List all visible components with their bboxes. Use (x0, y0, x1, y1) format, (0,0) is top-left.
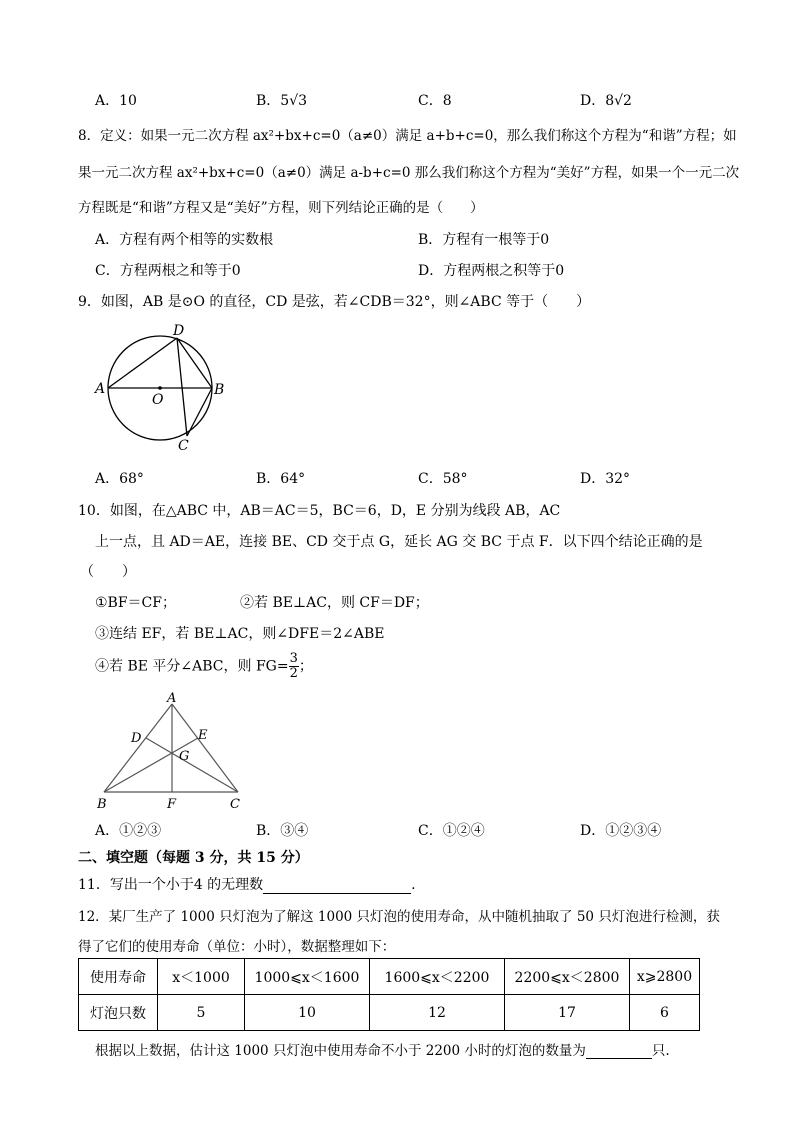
q9-option-a: A．68° (95, 471, 144, 487)
q10-statement-4-suffix: ； (298, 658, 313, 675)
q10-statement-1: ①BF＝CF； (95, 595, 176, 611)
side-ac (172, 704, 238, 792)
q8-option-d: D．方程两根之积等于0 (418, 263, 565, 279)
q8-option-a: A．方程有两个相等的实数根 (95, 232, 274, 248)
segment-be (104, 738, 198, 792)
q10-stem-line-2: 上一点，且 AD＝AE，连接 BE、CD 交于点 G，延长 AG 交 BC 于点 F．以下四个结论正确的是 (95, 534, 703, 550)
table-header-cell: 2200⩽x＜2800 (505, 959, 630, 995)
table-row (79, 995, 700, 1031)
fraction-numerator: 3 (289, 651, 298, 666)
label-e: E (198, 728, 208, 743)
table-cell: 12 (370, 995, 505, 1031)
table-header-cell: 使用寿命 (79, 959, 158, 995)
q7-option-a: A．10 (95, 93, 137, 109)
q10-option-c: C．①②④ (418, 823, 485, 839)
chord-ad (108, 338, 177, 388)
fraction-denominator: 2 (289, 666, 298, 681)
table-cell: 5 (158, 995, 245, 1031)
q8-option-c: C．方程两根之和等于0 (95, 263, 241, 279)
q7-option-c: C．8 (418, 93, 452, 109)
table-header-row (79, 959, 700, 995)
q8-stem-line-3: 方程既是“和谐”方程又是“美好”方程，则下列结论正确的是（ ） (78, 200, 484, 216)
label-d: D (173, 323, 185, 339)
label-b: B (97, 797, 107, 812)
label-b: B (214, 382, 225, 398)
q12-question-line (95, 1039, 670, 1059)
chord-dc (177, 338, 187, 436)
q10-statement-2: ②若 BE⊥AC，则 CF＝DF； (240, 595, 429, 611)
label-c: C (230, 797, 240, 812)
q9-stem: 9．如图，AB 是⊙O 的直径，CD 是弦，若∠CDB＝32°，则∠ABC 等于（ ） (78, 294, 591, 310)
q12-stem-line-1: 12．某厂生产了 1000 只灯泡为了解这 1000 只灯泡的使用寿命，从中随机抽取了 50 只灯泡进行检测，获 (78, 909, 720, 925)
q11-line (78, 874, 416, 894)
q10-option-a: A．①②③ (95, 823, 162, 839)
label-c: C (178, 438, 189, 454)
q8-stem-line-1: 8．定义：如果一元二次方程 ax²+bx+c=0（a≠0）满足 a+b+c=0，那么我们称这个方程为“和谐”方程；如 (78, 128, 737, 144)
chord-db (177, 338, 212, 388)
label-o: O (152, 392, 164, 408)
q10-statement-4 (95, 652, 313, 681)
chord-cb (187, 388, 212, 436)
table-header-cell: x⩾2800 (630, 959, 700, 995)
q12-ending-text: 根据以上数据，估计这 1000 只灯泡中使用寿命不小于 2200 小时的灯泡的数量为 (95, 1043, 586, 1059)
q10-stem-line-3: （ ） (80, 564, 136, 580)
table-header-cell: x＜1000 (158, 959, 245, 995)
q9-option-b: B．64° (256, 471, 306, 487)
q11-answer-blank[interactable] (263, 879, 411, 894)
q10-statement-3: ③连结 EF，若 BE⊥AC，则∠DFE＝2∠ABE (95, 626, 385, 642)
center-point (158, 386, 162, 390)
q10-stem-line-1: 10．如图，在△ABC 中，AB＝AC＝5，BC＝6，D，E 分别为线段 AB，AC (78, 503, 561, 519)
table-cell: 10 (245, 995, 370, 1031)
q7-option-d: D．8√2 (580, 93, 632, 109)
table-cell: 6 (630, 995, 700, 1031)
table-header-cell: 1600⩽x＜2200 (370, 959, 505, 995)
label-d: D (131, 731, 142, 746)
q11-text: 11．写出一个小于4 的无理数 (78, 877, 264, 893)
q9-circle-figure (92, 320, 232, 455)
q10-option-d: D．①②③④ (580, 823, 662, 839)
q8-option-b: B．方程有一根等于0 (418, 232, 550, 248)
lifespan-table (78, 958, 700, 1031)
table-header-cell: 1000⩽x＜1600 (245, 959, 370, 995)
q9-option-c: C．58° (418, 471, 468, 487)
q12-stem-line-2: 得了它们的使用寿命（单位：小时），数据整理如下： (78, 939, 396, 955)
label-a: A (95, 381, 106, 397)
q10-statement-4-prefix: ④若 BE 平分∠ABC，则 FG= (95, 658, 289, 675)
table-cell: 17 (505, 995, 630, 1031)
q11-end: . (411, 877, 416, 893)
q8-stem-line-2: 果一元二次方程 ax²+bx+c=0（a≠0）满足 a-b+c=0 那么我们称这个方程为“美好”方程，如果一个一元二次 (78, 165, 740, 181)
table-row-label: 灯泡只数 (79, 995, 158, 1031)
fraction-three-halves (289, 652, 299, 681)
label-g: G (179, 749, 190, 764)
segment-cd (146, 738, 238, 792)
q7-option-b: B．5√3 (256, 93, 308, 109)
q9-option-d: D．32° (580, 471, 631, 487)
q10-triangle-figure (92, 692, 252, 814)
label-f: F (167, 797, 177, 812)
section-2-title: 二、填空题（每题 3 分，共 15 分） (78, 850, 309, 866)
q10-option-b: B．③④ (256, 823, 309, 839)
label-a: A (167, 692, 177, 706)
q12-answer-blank[interactable] (586, 1044, 652, 1059)
q12-ending-suffix: 只. (651, 1043, 670, 1059)
side-ab (104, 704, 172, 792)
